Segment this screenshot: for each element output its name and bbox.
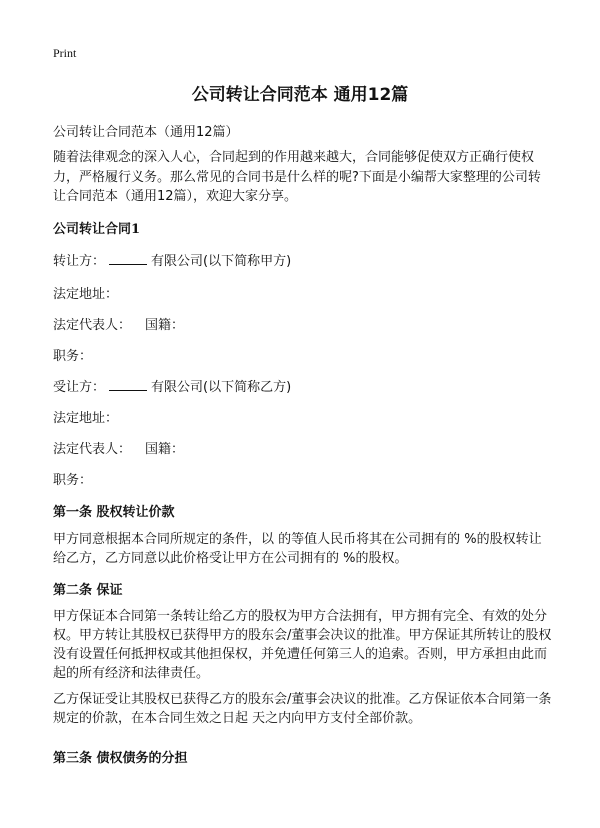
article-heading: 第一条 股权转让价款 [53, 505, 175, 520]
section-heading: 公司转让合同1 [53, 222, 141, 237]
legal-rep-line [53, 438, 184, 457]
legal-rep-line [53, 314, 184, 333]
address-line: 法定地址： [53, 411, 119, 426]
blank-underline [109, 378, 147, 391]
article-heading: 第二条 保证 [53, 583, 123, 598]
nationality-label: 国籍： [145, 318, 185, 333]
intro-paragraph: 随着法律观念的深入人心，合同起到的作用越来越大，合同能够促使双方正确行使权力，严格履行义务。那么常见的合同书是什么样的呢?下面是小编帮大家整理的公司转让合同范本（通用12篇），欢迎大家分享。 [53, 150, 541, 204]
document-subtitle: 公司转让合同范本（通用12篇） [53, 125, 239, 140]
article-paragraph: 乙方保证受让其股权已获得乙方的股东会/董事会决议的批准。乙方保证依本合同第一条规定的价款，在本合同生效之日起 天之内向甲方支付全部价款。 [53, 692, 552, 726]
legal-rep-label: 法定代表人： [53, 318, 132, 333]
transferor-label: 转让方： [53, 254, 106, 269]
position-line: 职务： [53, 349, 93, 364]
nationality-label: 国籍： [145, 442, 185, 457]
print-link[interactable]: Print [53, 46, 77, 60]
legal-rep-label: 法定代表人： [53, 442, 132, 457]
transferor-line [53, 250, 291, 269]
page-title: 公司转让合同范本 通用12篇 [191, 85, 409, 105]
transferee-label: 受让方： [53, 380, 106, 395]
address-line: 法定地址： [53, 287, 119, 302]
blank-underline [109, 252, 147, 265]
article-heading: 第三条 债权债务的分担 [53, 751, 188, 766]
article-paragraph: 甲方同意根据本合同所规定的条件，以 的等值人民币将其在公司拥有的 %的股权转让给乙方，乙方同意以此价格受让甲方在公司拥有的 %的股权。 [53, 532, 542, 566]
transferee-company: 有限公司(以下简称乙方) [151, 380, 292, 395]
transferor-company: 有限公司(以下简称甲方) [151, 254, 292, 269]
article-paragraph: 甲方保证本合同第一条转让给乙方的股权为甲方合法拥有，甲方拥有完全、有效的处分权。甲方转让其股权已获得甲方的股东会/董事会决议的批准。甲方保证其所转让的股权没有设置任何抵押权或其他担保权，并免遭任何第三人的追索。否则，甲方承担由此而起的所有经济和法律责任。 [53, 609, 552, 681]
transferee-line [53, 376, 291, 395]
position-line: 职务： [53, 473, 93, 488]
